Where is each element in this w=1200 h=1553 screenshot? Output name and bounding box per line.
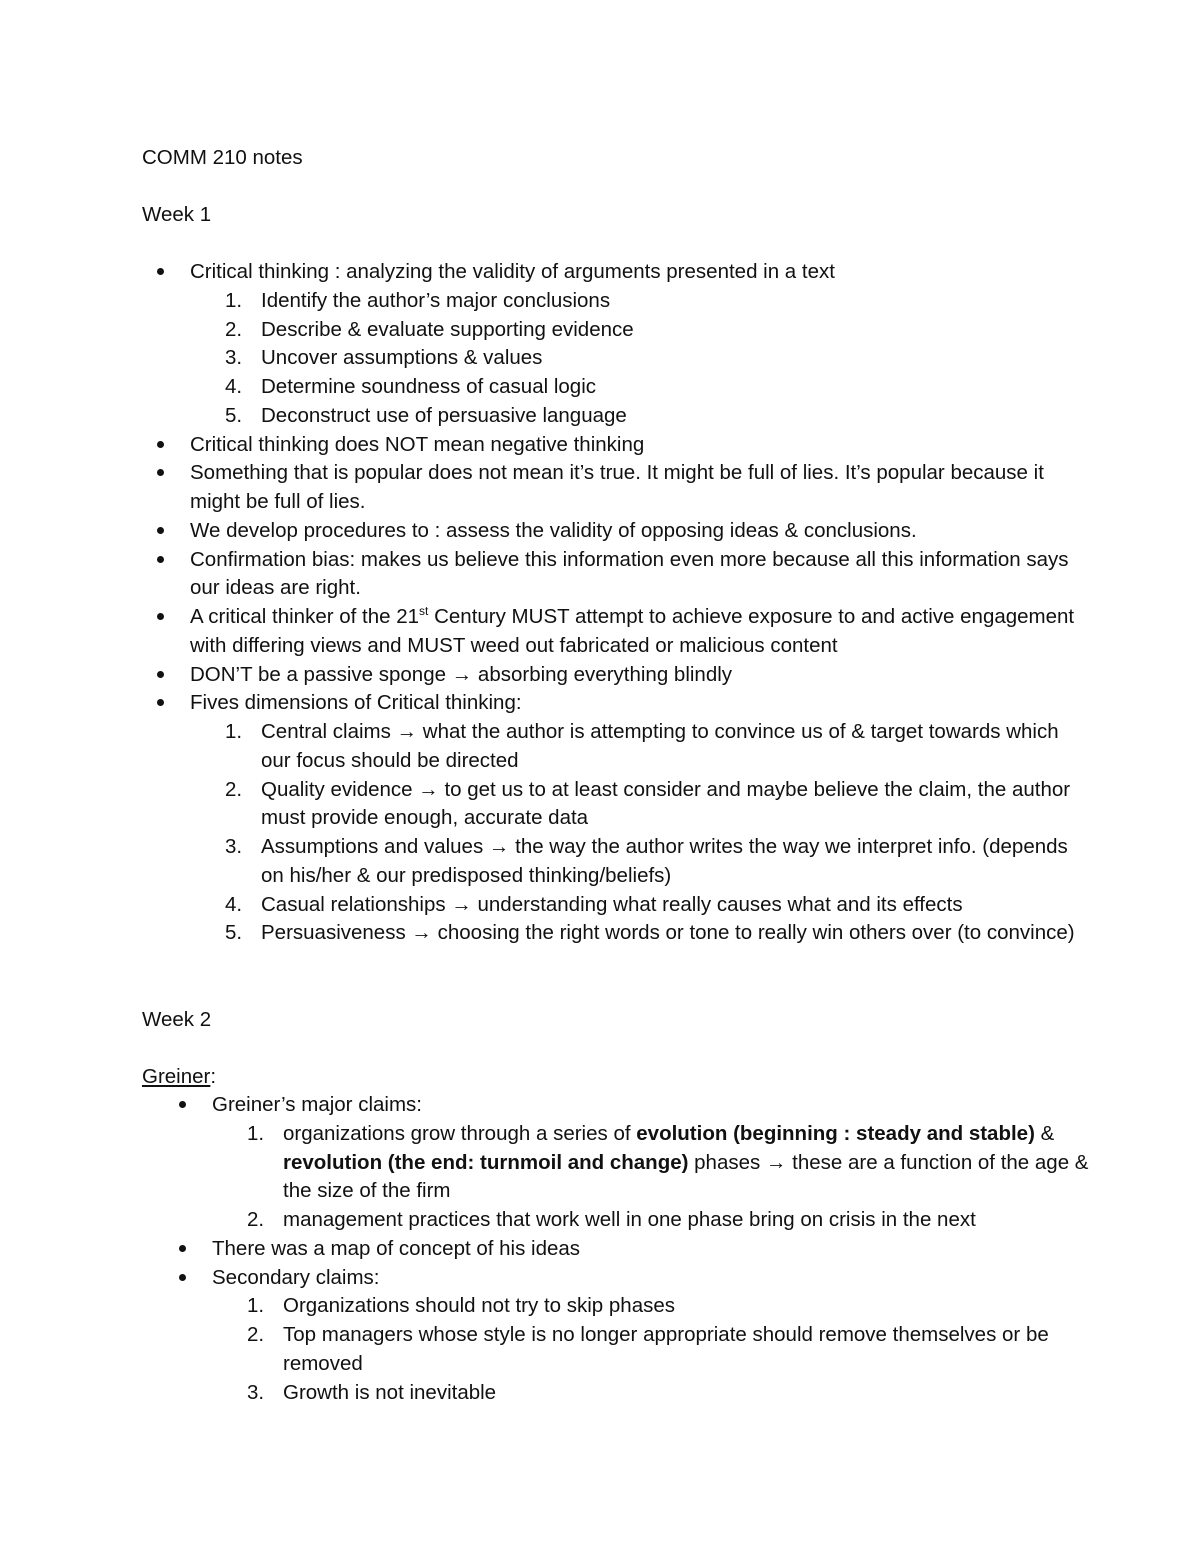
list-item: [247, 1321, 1092, 1379]
bullet-text: Fives dimensions of Critical thinking:: [190, 691, 522, 715]
bullet-text: Critical thinking : analyzing the validity of arguments presented in a text: [190, 260, 835, 283]
week1-heading: Week 1: [142, 203, 212, 226]
item-number: 4.: [225, 892, 243, 916]
item-number: 3.: [225, 835, 243, 858]
list-item: [190, 431, 1090, 460]
bullet-text: There was a map of concept of his ideas: [212, 1236, 581, 1260]
item-text: Top managers whose style is no longer appropriate should remove themselves or be removed: [283, 1323, 1049, 1375]
item-number: 1.: [225, 720, 243, 743]
bullet-text: Confirmation bias: makes us believe this information even more because all this information says our ideas are right.: [190, 547, 1069, 600]
week1-bullet-list: [190, 258, 1090, 948]
dimensions-list: [225, 718, 1090, 948]
list-item: [247, 1120, 1092, 1206]
list-item: [247, 1292, 1092, 1321]
claim-bold-evolution: evolution (beginning : steady and stable): [636, 1121, 1035, 1145]
bullet-icon: [157, 268, 164, 275]
item-number: 1.: [247, 1294, 265, 1318]
dimension-description: choosing the right words or tone to really win others over (to convince): [431, 921, 1075, 945]
claim-text: these are a function of the age & the size of the firm: [283, 1150, 1089, 1203]
item-text: Identify the author’s major conclusions: [261, 288, 611, 312]
item-number: 5.: [225, 403, 243, 427]
list-item: [190, 258, 1090, 431]
subheading-text: Greiner: [142, 1065, 211, 1088]
item-text: Describe & evaluate supporting evidence: [261, 317, 634, 341]
ordinal-suffix: st: [419, 604, 429, 619]
list-item: [225, 402, 1090, 431]
item-number: 5.: [225, 921, 243, 945]
bullet-icon: [179, 1101, 186, 1108]
item-text: Organizations should not try to skip phases: [283, 1294, 675, 1318]
dimension-term: Casual relationships: [261, 892, 446, 916]
arrow-icon: →: [411, 921, 432, 945]
arrow-icon: →: [451, 892, 472, 916]
list-item: [225, 833, 1090, 891]
claim-bold-revolution: revolution (the end: turnmoil and change): [283, 1150, 689, 1174]
list-item: [225, 344, 1090, 373]
arrow-icon: →: [396, 720, 418, 743]
claim-text: management practices that work well in one phase bring on crisis in the next: [283, 1208, 976, 1231]
list-item: [225, 287, 1090, 316]
item-number: 1.: [225, 288, 243, 312]
bullet-text-post: Century MUST attempt to achieve exposure to and active engagement with differing views and MUST weed out fabricated or malicious content: [190, 605, 1075, 657]
item-number: 2.: [247, 1323, 265, 1346]
item-text: Determine soundness of casual logic: [261, 375, 597, 398]
dimension-description: what the author is attempting to convince us of & target towards which our focus should be directed: [261, 720, 1059, 772]
list-item: [190, 603, 1090, 661]
item-number: 1.: [247, 1121, 265, 1145]
dimension-description: understanding what really causes what and its effects: [471, 892, 963, 916]
list-item: [225, 776, 1090, 834]
bullet-icon: [157, 527, 164, 534]
list-item: [225, 891, 1090, 920]
list-item: [247, 1206, 1092, 1235]
item-number: 2.: [225, 317, 243, 341]
week2-bullet-list: [212, 1091, 1092, 1407]
list-item: [190, 661, 1090, 690]
list-item: [225, 373, 1090, 402]
dimension-description: to get us to at least consider and maybe believe the claim, the author must provide enough, accurate data: [261, 777, 1071, 830]
critical-thinking-steps: [225, 287, 1090, 431]
list-item: [190, 546, 1090, 604]
bullet-text: Something that is popular does not mean it’s true. It might be full of lies. It’s popular because it might be full of lies.: [190, 461, 1044, 513]
list-item: [247, 1379, 1092, 1408]
bullet-icon: [157, 469, 164, 476]
subheading-colon: :: [210, 1065, 217, 1088]
list-item: [212, 1235, 1092, 1264]
arrow-icon: →: [765, 1150, 787, 1174]
list-item: [212, 1264, 1092, 1408]
arrow-icon: →: [488, 835, 510, 858]
greiner-subheading: [142, 1062, 216, 1091]
list-item: [190, 459, 1090, 517]
bullet-icon: [157, 441, 164, 448]
bullet-icon: [179, 1245, 186, 1252]
item-text: Uncover assumptions & values: [261, 346, 543, 370]
list-item: [225, 316, 1090, 345]
claim-text: phases: [688, 1150, 766, 1174]
week2-heading: Week 2: [142, 1008, 212, 1031]
claim-text: organizations grow through a series of: [283, 1121, 637, 1145]
bullet-text: Critical thinking does NOT mean negative thinking: [190, 432, 645, 456]
bullet-text-post: absorbing everything blindly: [472, 662, 733, 686]
item-number: 3.: [247, 1380, 265, 1404]
item-number: 2.: [247, 1208, 265, 1231]
major-claims-list: [247, 1120, 1092, 1235]
bullet-icon: [157, 671, 164, 678]
bullet-text: Greiner’s major claims:: [212, 1093, 422, 1116]
dimension-term: Central claims: [261, 720, 391, 743]
dimension-term: Persuasiveness: [261, 921, 406, 945]
dimension-term: Quality evidence: [261, 777, 413, 801]
claim-text: &: [1034, 1121, 1055, 1145]
item-number: 4.: [225, 375, 243, 398]
dimension-description: the way the author writes the way we interpret info. (depends on his/her & our predisposed thinking/beliefs): [261, 835, 1068, 887]
secondary-claims-list: [247, 1292, 1092, 1407]
item-number: 3.: [225, 346, 243, 370]
bullet-text: We develop procedures to : assess the validity of opposing ideas & conclusions.: [190, 518, 917, 542]
arrow-icon: →: [418, 777, 439, 801]
item-number: 2.: [225, 777, 243, 801]
bullet-text-pre: A critical thinker of the 21: [190, 605, 420, 628]
item-text: Deconstruct use of persuasive language: [261, 403, 627, 427]
list-item: [225, 718, 1090, 776]
bullet-icon: [157, 613, 164, 620]
arrow-icon: →: [451, 662, 473, 686]
bullet-text: Secondary claims:: [212, 1265, 380, 1289]
list-item: [212, 1091, 1092, 1235]
bullet-text-pre: DON’T be a passive sponge: [190, 662, 452, 686]
item-text: Growth is not inevitable: [283, 1380, 497, 1404]
list-item: [190, 517, 1090, 546]
document-title: COMM 210 notes: [142, 146, 303, 169]
bullet-icon: [157, 699, 164, 706]
list-item: [225, 919, 1090, 948]
bullet-icon: [157, 556, 164, 563]
bullet-icon: [179, 1274, 186, 1281]
dimension-term: Assumptions and values: [261, 835, 484, 858]
list-item: [190, 689, 1090, 948]
